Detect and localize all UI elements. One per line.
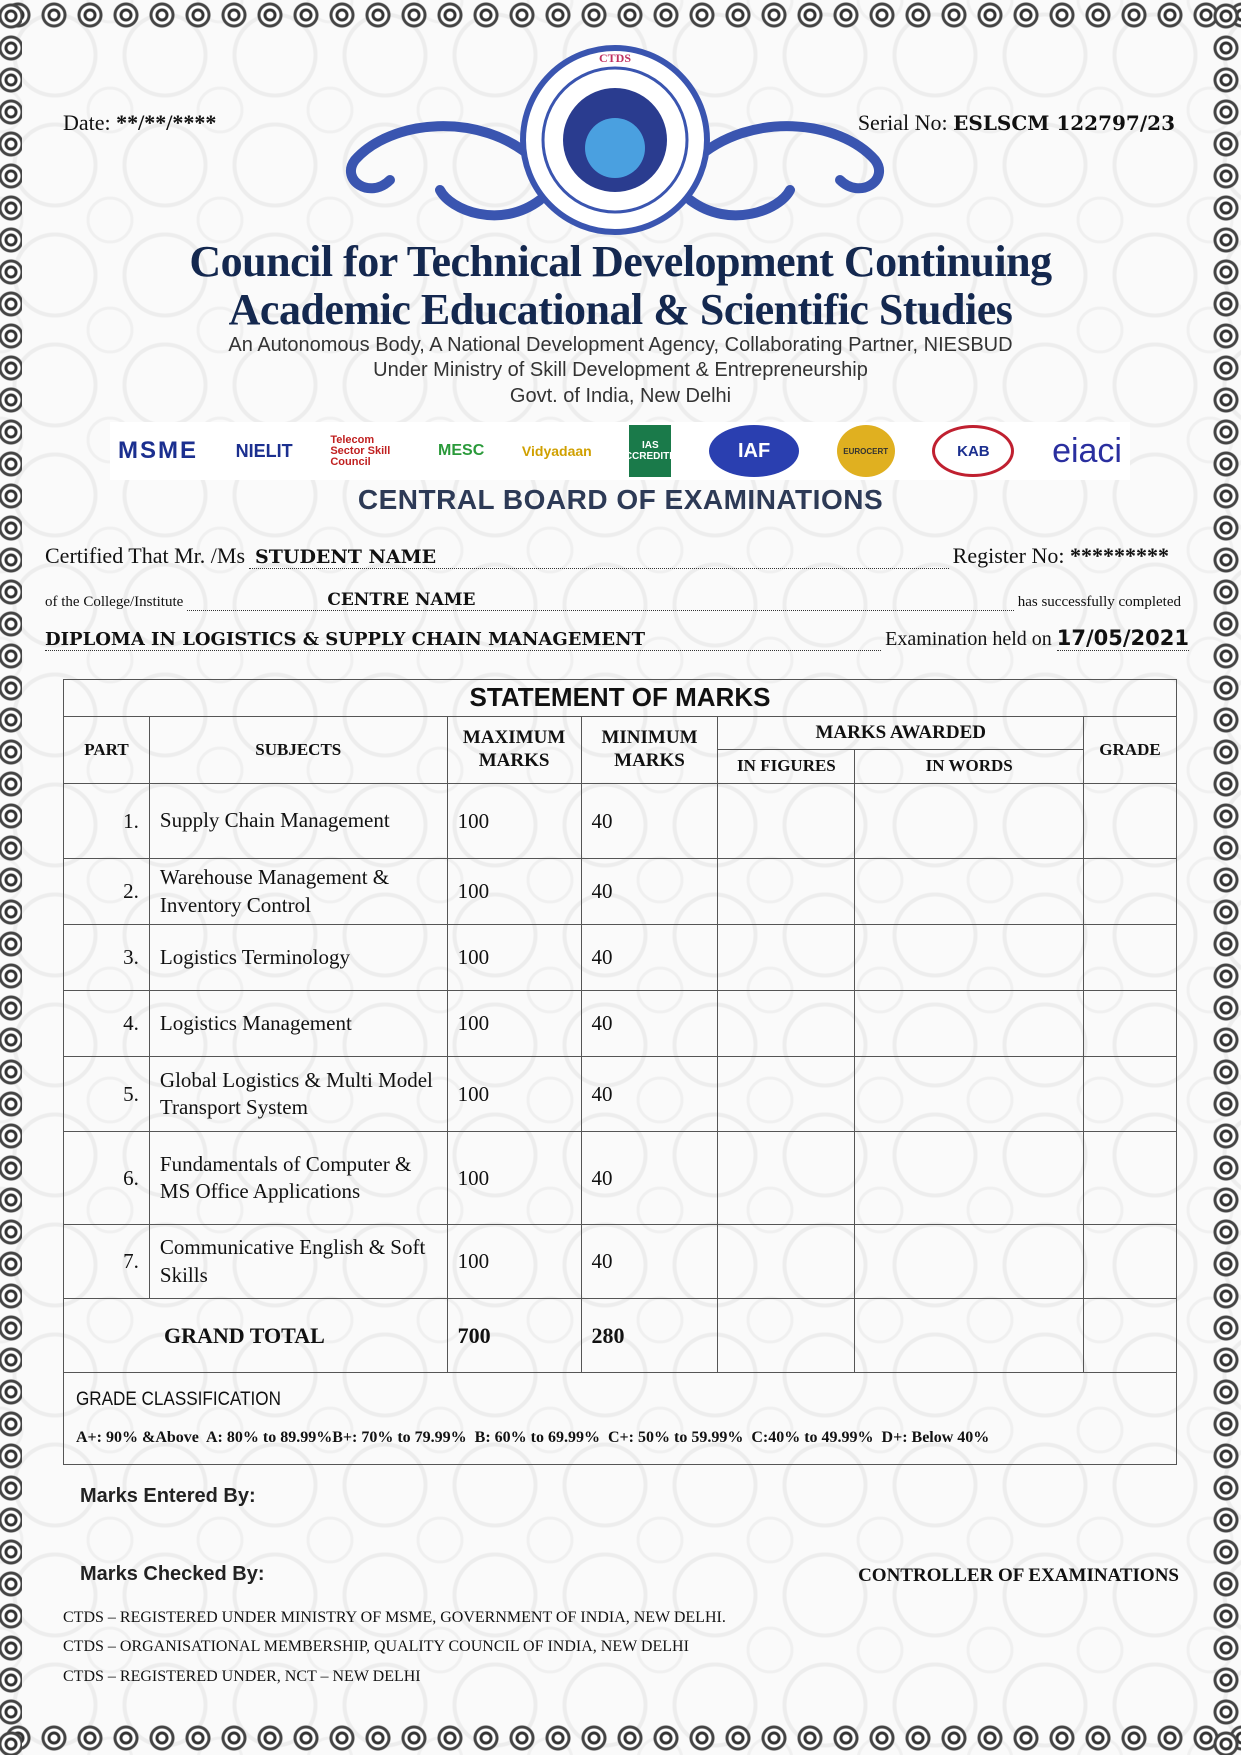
marks-in-words — [855, 991, 1084, 1057]
marks-in-figures — [718, 784, 855, 859]
ctds-emblem-logo — [330, 40, 900, 240]
register-label: Register No: — [952, 543, 1065, 568]
org-title-line2: Academic Educational & Scientific Studies — [228, 285, 1013, 334]
subject-name: Global Logistics & Multi Model Transport System — [149, 1057, 447, 1132]
total-grade-cell — [1084, 1299, 1177, 1373]
marks-in-figures — [718, 1057, 855, 1132]
part-number: 7. — [64, 1225, 150, 1299]
max-marks: 100 — [447, 991, 581, 1057]
header-grade: GRADE — [1084, 717, 1177, 784]
max-marks: 100 — [447, 925, 581, 991]
header-in-words: IN WORDS — [855, 750, 1084, 784]
register-value: ********* — [1070, 543, 1169, 568]
min-marks: 40 — [581, 1132, 718, 1225]
ias-logo: IAS ACCREDITED — [629, 425, 671, 477]
grade-scale: A+: 90% &Above A: 80% to 89.99%B+: 70% to 79.99% B: 60% to 69.99% C+: 50% to 59.99% C:40% to 49.99% D+: Below 40% — [76, 1429, 990, 1446]
certified-line — [45, 543, 1175, 569]
part-number: 5. — [64, 1057, 150, 1132]
college-line — [45, 590, 1181, 611]
grand-total-row — [64, 1299, 1177, 1373]
grade-cell — [1084, 925, 1177, 991]
part-number: 6. — [64, 1132, 150, 1225]
marks-in-words — [855, 925, 1084, 991]
grade-cell — [1084, 784, 1177, 859]
nielit-logo: NIELIT — [235, 440, 293, 461]
table-row — [64, 991, 1177, 1057]
grade-cell — [1084, 1132, 1177, 1225]
min-marks: 40 — [581, 1225, 718, 1299]
grand-total-label: GRAND TOTAL — [64, 1299, 448, 1373]
marks-in-words — [855, 859, 1084, 925]
grade-cell — [1084, 991, 1177, 1057]
part-number: 4. — [64, 991, 150, 1057]
eiaci-logo: eiaci — [1052, 431, 1122, 470]
total-min: 280 — [581, 1299, 718, 1373]
max-marks: 100 — [447, 859, 581, 925]
serial-value: ESLSCM 122797/23 — [953, 111, 1175, 135]
org-subtitle-1: An Autonomous Body, A National Development Agency, Collaborating Partner, NIESBUD — [228, 334, 1013, 356]
subject-name: Fundamentals of Computer & MS Office Applications — [149, 1132, 447, 1225]
grade-cell — [1084, 1225, 1177, 1299]
centre-name: CENTRE NAME — [187, 590, 1013, 611]
subject-name: Logistics Terminology — [149, 925, 447, 991]
org-subtitle-3: Govt. of India, New Delhi — [509, 385, 732, 407]
header-marks-awarded: MARKS AWARDED — [718, 717, 1084, 750]
min-marks: 40 — [581, 991, 718, 1057]
total-figures-cell — [718, 1299, 855, 1373]
subject-name: Communicative English & Soft Skills — [149, 1225, 447, 1299]
serial — [858, 110, 1175, 136]
part-number: 1. — [64, 784, 150, 859]
exam-label: Examination held on — [885, 628, 1052, 650]
subject-name: Supply Chain Management — [149, 784, 447, 859]
org-title-line1: Council for Technical Development Continuing — [189, 237, 1052, 286]
completed-label: has successfully completed — [1017, 594, 1181, 610]
marks-in-words — [855, 1225, 1084, 1299]
subject-name: Warehouse Management & Inventory Control — [149, 859, 447, 925]
marks-in-figures — [718, 859, 855, 925]
board-heading: CENTRAL BOARD OF EXAMINATIONS — [357, 484, 884, 515]
footer-line-2: CTDS – ORGANISATIONAL MEMBERSHIP, QUALITY COUNCIL OF INDIA, NEW DELHI — [63, 1638, 689, 1655]
marks-in-figures — [718, 925, 855, 991]
header-min-marks: MINIMUM MARKS — [581, 717, 718, 784]
marks-table — [63, 679, 1177, 1465]
marks-in-words — [855, 1057, 1084, 1132]
border-top — [0, 0, 1241, 30]
part-number: 3. — [64, 925, 150, 991]
kab-logo: KAB — [932, 425, 1014, 477]
min-marks: 40 — [581, 925, 718, 991]
grade-classification — [64, 1373, 1177, 1465]
min-marks: 40 — [581, 1057, 718, 1132]
table-row — [64, 784, 1177, 859]
iaf-logo: IAF — [709, 425, 799, 477]
exam-date: 17/05/2021 — [1056, 626, 1189, 650]
mesc-logo: MESC — [438, 442, 485, 459]
marks-in-figures — [718, 991, 855, 1057]
table-row — [64, 1225, 1177, 1299]
border-bottom — [0, 1721, 1241, 1755]
table-title: STATEMENT OF MARKS — [64, 680, 1177, 717]
certified-label: Certified That Mr. /Ms — [45, 543, 246, 568]
header-in-figures: IN FIGURES — [718, 750, 855, 784]
max-marks: 100 — [447, 1132, 581, 1225]
controller-of-examinations: CONTROLLER OF EXAMINATIONS — [858, 1565, 1179, 1586]
vidyadaan-logo: Vidyadaan — [521, 443, 592, 459]
eurocert-logo: EUROCERT — [837, 425, 895, 477]
grade-cell — [1084, 859, 1177, 925]
course-name: DIPLOMA IN LOGISTICS & SUPPLY CHAIN MANAGEMENT — [45, 629, 881, 651]
student-name: STUDENT NAME — [249, 546, 949, 569]
accreditation-logos — [110, 422, 1130, 480]
footer-line-3: CTDS – REGISTERED UNDER, NCT – NEW DELHI — [63, 1668, 421, 1685]
header-part: PART — [64, 717, 150, 784]
part-number: 2. — [64, 859, 150, 925]
max-marks: 100 — [447, 784, 581, 859]
table-row — [64, 859, 1177, 925]
subject-name: Logistics Management — [149, 991, 447, 1057]
table-row — [64, 925, 1177, 991]
header-subjects: SUBJECTS — [149, 717, 447, 784]
footer-line-1: CTDS – REGISTERED UNDER MINISTRY OF MSME, GOVERNMENT OF INDIA, NEW DELHI. — [63, 1609, 726, 1626]
telecom-ssc-logo: Telecom Sector Skill Council — [330, 433, 391, 468]
grade-title: GRADE CLASSIFICATION — [76, 1389, 281, 1410]
marks-in-figures — [718, 1132, 855, 1225]
marks-in-figures — [718, 1225, 855, 1299]
max-marks: 100 — [447, 1225, 581, 1299]
date-label: Date: — [63, 110, 111, 135]
serial-label: Serial No: — [857, 110, 948, 135]
date — [63, 110, 216, 136]
org-subtitle-2: Under Ministry of Skill Development & Entrepreneurship — [373, 359, 868, 381]
date-value: **/**/**** — [116, 110, 217, 135]
table-row — [64, 1132, 1177, 1225]
min-marks: 40 — [581, 859, 718, 925]
marks-checked-by: Marks Checked By: — [80, 1563, 265, 1585]
emblem-text: CTDS — [598, 51, 632, 65]
table-row — [64, 1057, 1177, 1132]
course-line — [45, 626, 1189, 651]
marks-entered-by: Marks Entered By: — [80, 1485, 256, 1507]
min-marks: 40 — [581, 784, 718, 859]
grade-cell — [1084, 1057, 1177, 1132]
marks-in-words — [855, 784, 1084, 859]
max-marks: 100 — [447, 1057, 581, 1132]
total-max: 700 — [447, 1299, 581, 1373]
header-max-marks: MAXIMUM MARKS — [447, 717, 581, 784]
total-words-cell — [855, 1299, 1084, 1373]
college-label: of the College/Institute — [45, 594, 184, 610]
msme-logo: MSME — [118, 437, 198, 464]
marks-in-words — [855, 1132, 1084, 1225]
